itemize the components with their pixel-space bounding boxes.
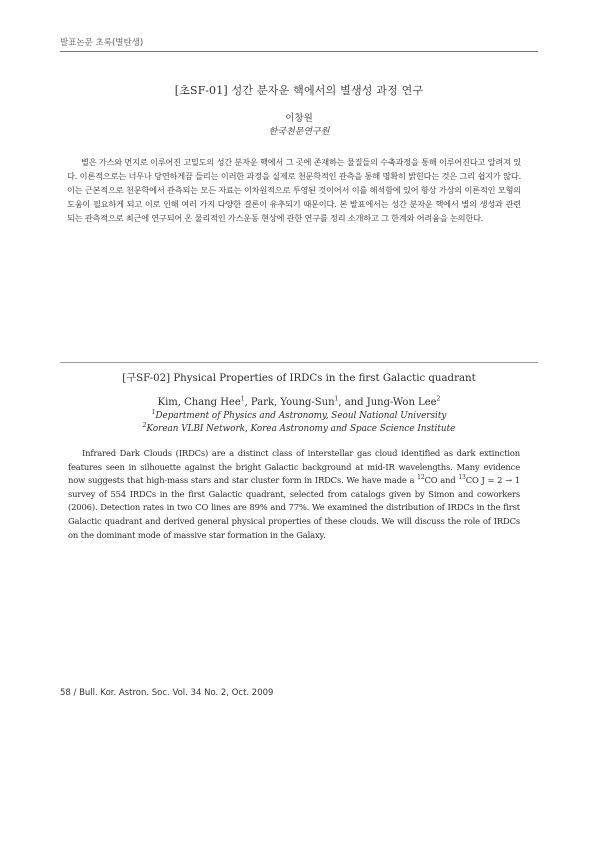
abstract1-author: 이창원	[285, 113, 313, 124]
affil-number: 2	[142, 422, 147, 430]
author-name: Kim, Chang Hee	[157, 397, 241, 408]
abstract2-text: Infrared Dark Clouds (IRDCs) are a distinct class of interstellar gas cloud identified as dark extinction features seen in silhouette against the bright Galactic background at mid-IR wavelengths. Many evidence now suggests that high-mass stars and star cluster form in IRDCs. We have made a	[68, 448, 520, 486]
header-rule	[60, 51, 538, 52]
running-header: 발표논문 초록(별탄생)	[60, 38, 144, 48]
affil-text: Department of Physics and Astronomy, Seoul National University	[155, 411, 447, 421]
isotope-mark: 12	[417, 474, 425, 482]
affil-number: 1	[151, 409, 156, 417]
author-name: , and Jung-Won Lee	[338, 397, 437, 408]
abstract1-affiliation: 한국천문연구원	[268, 127, 330, 137]
isotope-mark: 13	[458, 474, 466, 482]
author-affil-mark: 1	[240, 395, 245, 403]
affil-text: Korean VLBI Network, Korea Astronomy and Space Science Institute	[146, 424, 456, 434]
author-name: , Park, Young-Sun	[244, 397, 335, 408]
abstract2-affiliation-1	[60, 411, 538, 421]
abstract1-title: [초SF-01] 성간 분자운 핵에서의 별생성 과정 연구	[174, 84, 424, 97]
author-affil-mark: 2	[436, 395, 441, 403]
abstract2-body	[68, 447, 520, 542]
abstract2-title: [구SF-02] Physical Properties of IRDCs in the first Galactic quadrant	[122, 373, 476, 384]
page-footer: 58 / Bull. Kor. Astron. Soc. Vol. 34 No. 2, Oct. 2009	[60, 688, 274, 698]
abstract2-text: CO J = 2 → 1 survey of 554 IRDCs in the first Galactic quadrant, selected from catalogs given by Simon and coworkers (2006). Detection rates in two CO lines are 89% and 77%. We examined the distribution of IRDCs in the first Galactic quadrant and derived general physical properties of these clouds. We will discuss the role of IRDCs on the dominant mode of massive star formation in the Galaxy.	[68, 475, 520, 540]
abstract2-text: CO and	[424, 475, 459, 486]
abstract1-body: 별은 가스와 먼지로 이루어진 고밀도의 성간 분자운 핵에서 그 곳에 존재하는 물질들의 수축과정을 통해 이루어진다고 알려져 있다. 이론적으로는 너무나 당연하게끔 들리는 이러한 과정을 실제로 천문학적인 관측을 통해 명확히 밝힌다는 것은 그리 쉽지가 않다. 이는 근본적으로 천문학에서 관측되는 모든 자료는 이차원적으로 투영된 것이어서 이를 해석함에 있어 항상 가상의 이론적인 모형의 도움이 필요하게 되고 이로 인해 여러 가지 다양한 결론이 유추되기 때문이다. 본 발표에서는 성간 분자운 핵에서 별의 생성과 관련되는 관측적으로 최근에 연구되어 온 물리적인 가스운동 현상에 관한 연구를 정리 소개하고 그 한계와 어려움을 논의한다.	[67, 157, 521, 224]
author-affil-mark: 1	[334, 395, 339, 403]
abstract2-authors	[60, 397, 538, 408]
section-divider	[60, 362, 538, 363]
abstract2-affiliation-2	[60, 424, 538, 434]
